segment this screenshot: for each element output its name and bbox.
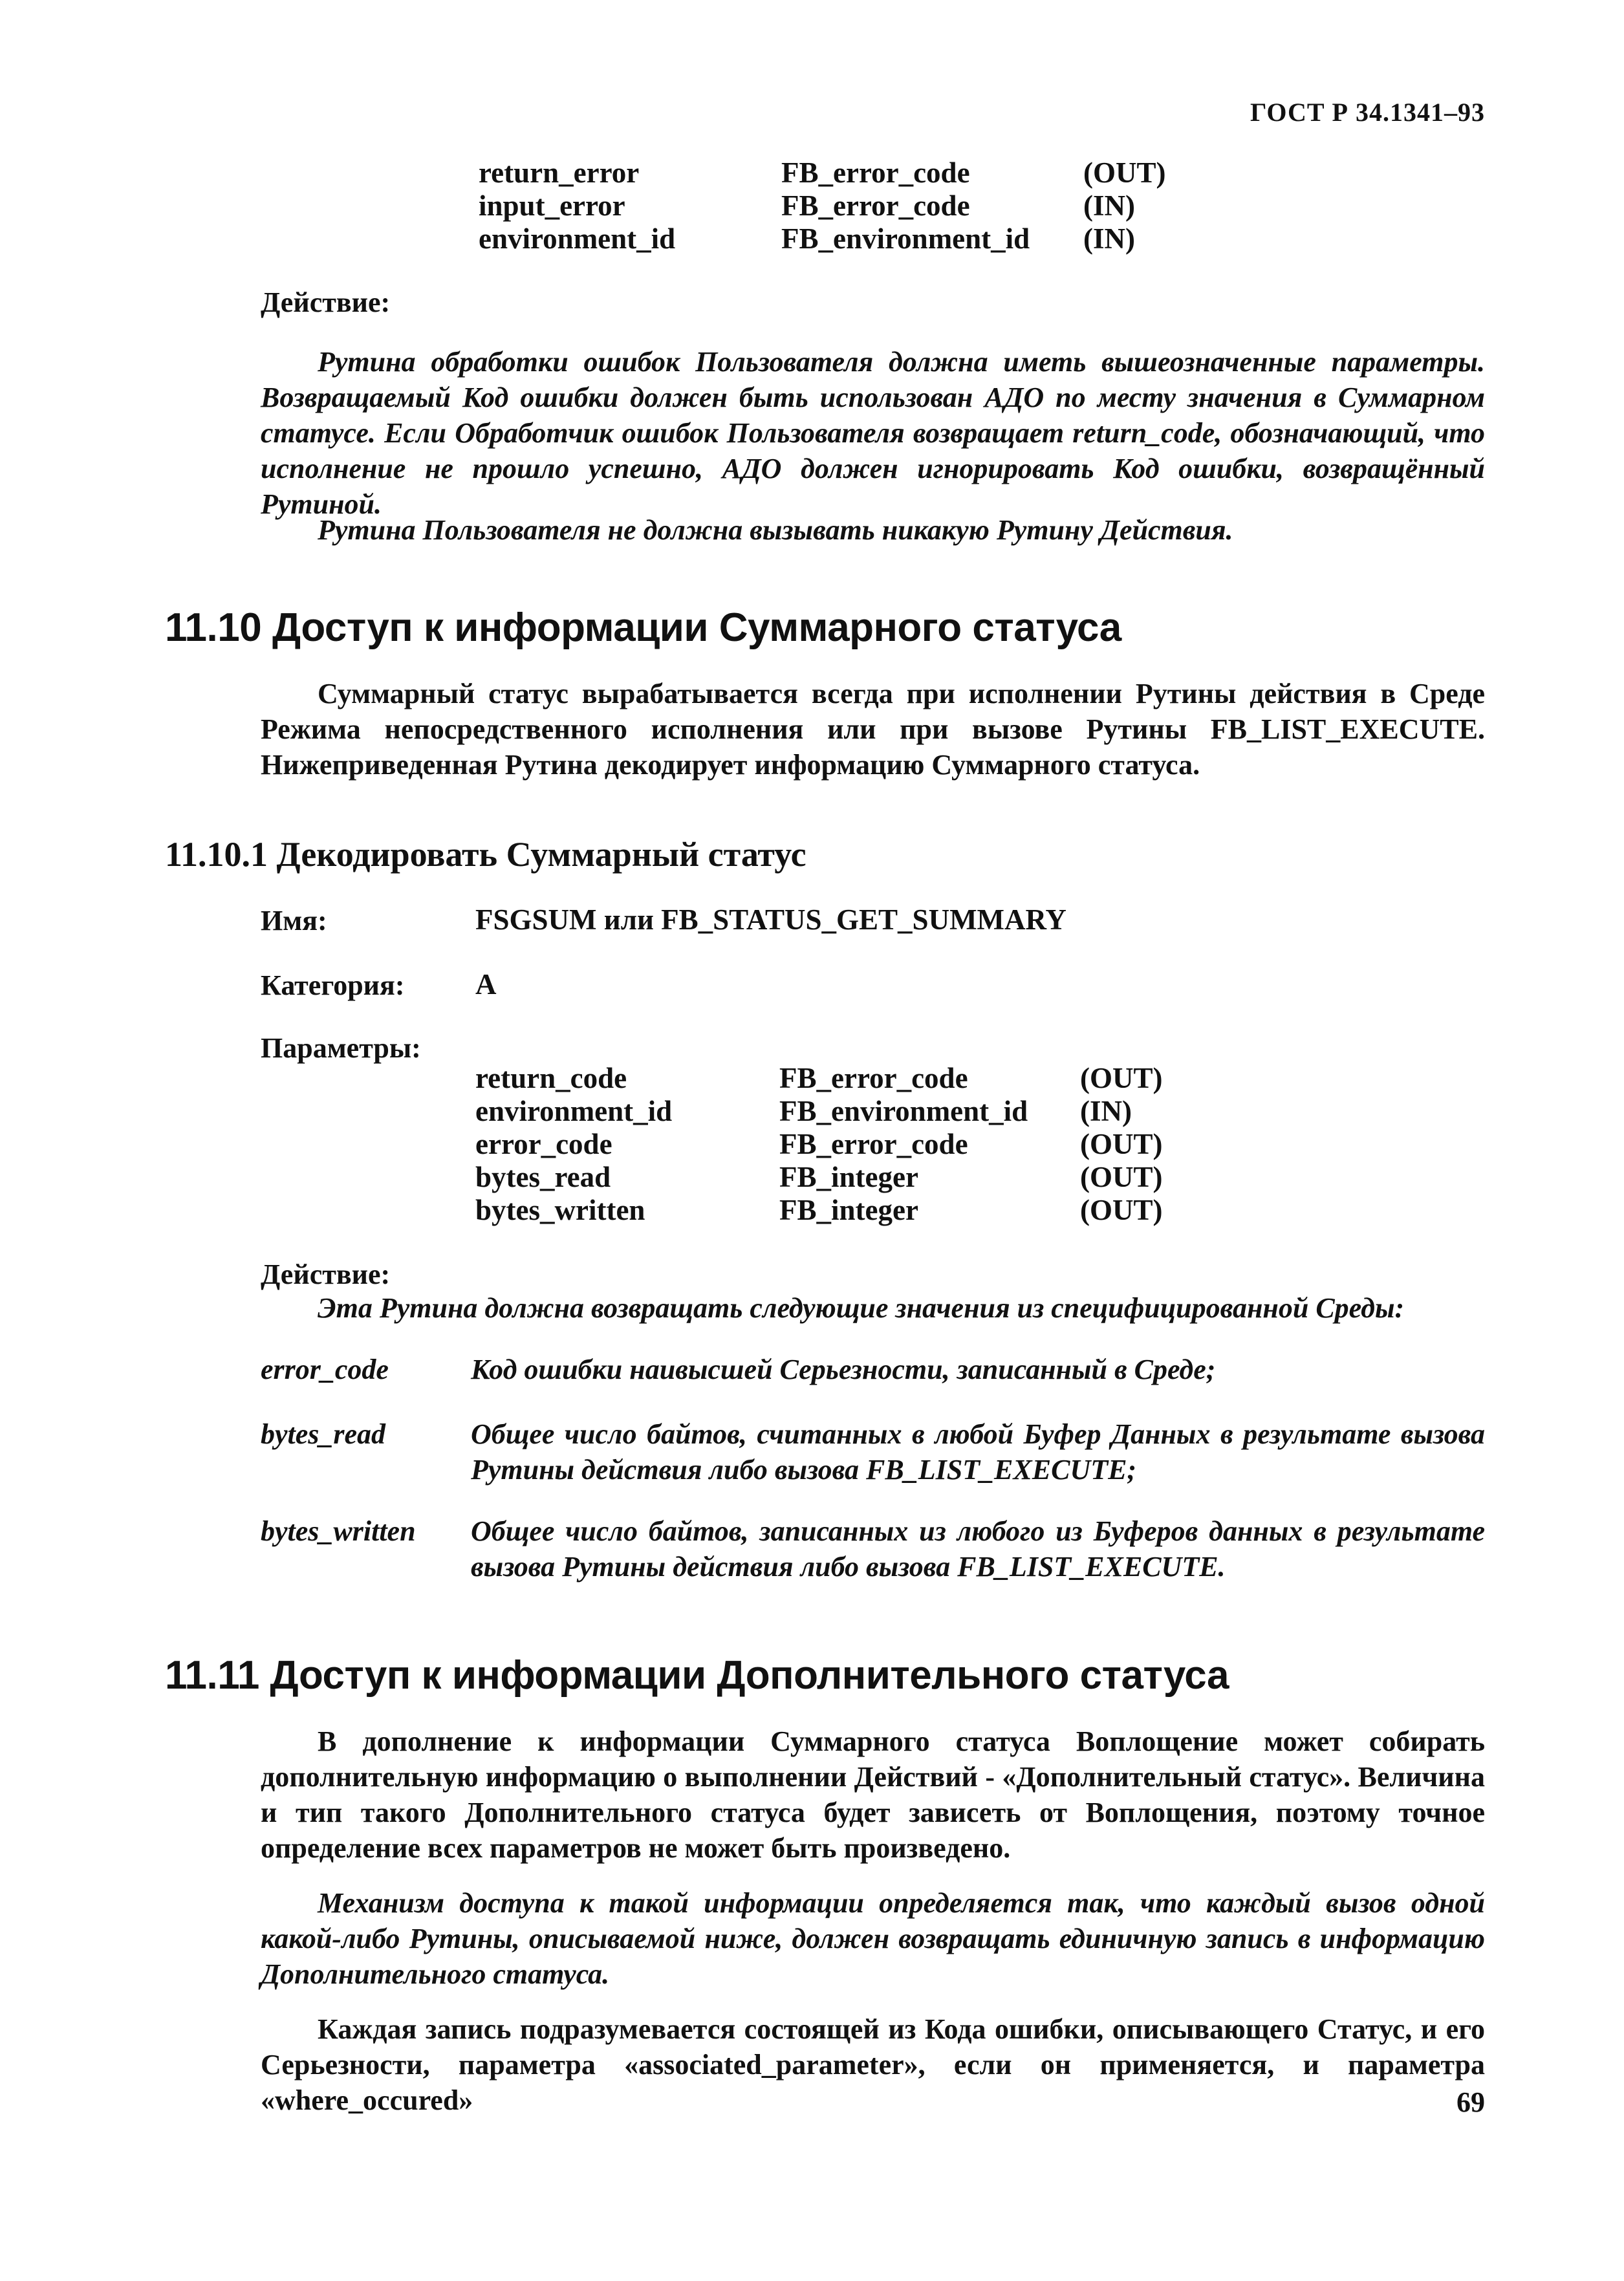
param-mode: (OUT) — [1080, 1161, 1163, 1193]
definition-desc: Общее число байтов, считанных в любой Буфер Данных в результате вызова Рутины действия либо вызова FB_LIST_EXECUTE; — [471, 1418, 1485, 1486]
param-name: environment_id — [479, 222, 676, 255]
table-row — [475, 1194, 1251, 1227]
param-type: FB_error_code — [779, 1128, 968, 1160]
param-mode: (OUT) — [1080, 1062, 1163, 1094]
table-row — [475, 1095, 1251, 1128]
param-type: FB_integer — [779, 1194, 918, 1226]
definition-desc: Общее число байтов, записанных из любого из Буферов данных в результате вызова Рутины действия либо вызова FB_LIST_EXECUTE. — [471, 1515, 1485, 1583]
param-name: environment_id — [475, 1095, 673, 1127]
definition-desc: Код ошибки наивысшей Серьезности, записанный в Среде; — [471, 1354, 1216, 1385]
param-type: FB_environment_id — [779, 1095, 1028, 1127]
action-label: Действие: — [261, 1259, 391, 1290]
table-row — [475, 1062, 1251, 1095]
category-label: Категория: — [261, 969, 405, 1001]
definition-term: bytes_written — [261, 1515, 416, 1547]
user-error-routine-paragraph: Рутина обработки ошибок Пользователя должна иметь вышеозначенные параметры. Возвращаемый Код ошибки должен быть использован АДО по месту значения в Суммарном статусе. Если Обработчик ошибок Пользователя возвращает return_code, обозначающий, что исполнение не прошло успешно, АДО должен игнорировать Код ошибки, возвращённый Рутиной. — [261, 346, 1485, 520]
param-type: FB_integer — [779, 1161, 918, 1193]
table-row — [479, 189, 1255, 222]
param-name: bytes_read — [475, 1161, 611, 1193]
param-type: FB_error_code — [779, 1062, 968, 1094]
param-name: return_code — [475, 1062, 627, 1094]
top-params-table — [479, 157, 1255, 255]
table-row — [479, 157, 1255, 189]
table-row — [475, 1161, 1251, 1194]
section-heading-11-10: 11.10 Доступ к информации Суммарного статуса — [165, 605, 1121, 650]
page-number: 69 — [1456, 2086, 1485, 2118]
param-type: FB_environment_id — [781, 222, 1030, 255]
user-routine-restriction: Рутина Пользователя не должна вызывать никакую Рутину Действия. — [318, 514, 1233, 546]
param-mode: (OUT) — [1080, 1194, 1163, 1226]
action-intro: Эта Рутина должна возвращать следующие значения из специфицированной Среды: — [318, 1292, 1405, 1324]
document-header: ГОСТ Р 34.1341–93 — [1250, 98, 1485, 127]
param-name: return_error — [479, 157, 640, 189]
section-11-11-text-3: Каждая запись подразумевается состоящей из Кода ошибки, описывающего Статус, и его Серьезности, параметра «associated_parameter», если он применяется, и параметра «where_occured» — [261, 2013, 1485, 2116]
action-label: Действие: — [261, 286, 391, 318]
param-mode: (OUT) — [1080, 1128, 1163, 1160]
section-11-10-text: Суммарный статус вырабатывается всегда при исполнении Рутины действия в Среде Режима непосредственного исполнения или при вызове Рутины FB_LIST_EXECUTE. Нижеприведенная Рутина декодирует информацию Суммарного статуса. — [261, 678, 1485, 781]
param-mode: (OUT) — [1083, 157, 1166, 189]
params-label: Параметры: — [261, 1032, 421, 1064]
param-mode: (IN) — [1083, 189, 1135, 222]
param-mode: (IN) — [1083, 222, 1135, 255]
params-table — [475, 1062, 1251, 1227]
param-mode: (IN) — [1080, 1095, 1132, 1127]
definition-list — [261, 1352, 1485, 1610]
table-row — [475, 1128, 1251, 1161]
section-heading-11-10-1: 11.10.1 Декодировать Суммарный статус — [165, 835, 807, 874]
section-heading-11-11: 11.11 Доступ к информации Дополнительного статуса — [165, 1653, 1229, 1698]
section-11-11-text-1: В дополнение к информации Суммарного статуса Воплощение может собирать дополнительную информацию о выполнении Действий - «Дополнительный статус». Величина и тип такого Дополнительного статуса будет зависеть от Воплощения, поэтому точное определение всех параметров не может быть произведено. — [261, 1725, 1485, 1864]
category-value: A — [475, 968, 497, 1000]
param-name: input_error — [479, 189, 625, 222]
routine-name: FSGSUM или FB_STATUS_GET_SUMMARY — [475, 903, 1066, 936]
section-11-11-text-2: Механизм доступа к такой информации определяется так, что каждый вызов одной какой-либо Рутины, описываемой ниже, должен возвращать единичную запись в информацию Дополнительного статуса. — [261, 1887, 1485, 1990]
param-type: FB_error_code — [781, 157, 970, 189]
table-row — [479, 222, 1255, 255]
name-label: Имя: — [261, 905, 327, 936]
definition-term: bytes_read — [261, 1418, 386, 1450]
definition-term: error_code — [261, 1354, 389, 1385]
param-type: FB_error_code — [781, 189, 970, 222]
param-name: bytes_written — [475, 1194, 645, 1226]
param-name: error_code — [475, 1128, 612, 1160]
